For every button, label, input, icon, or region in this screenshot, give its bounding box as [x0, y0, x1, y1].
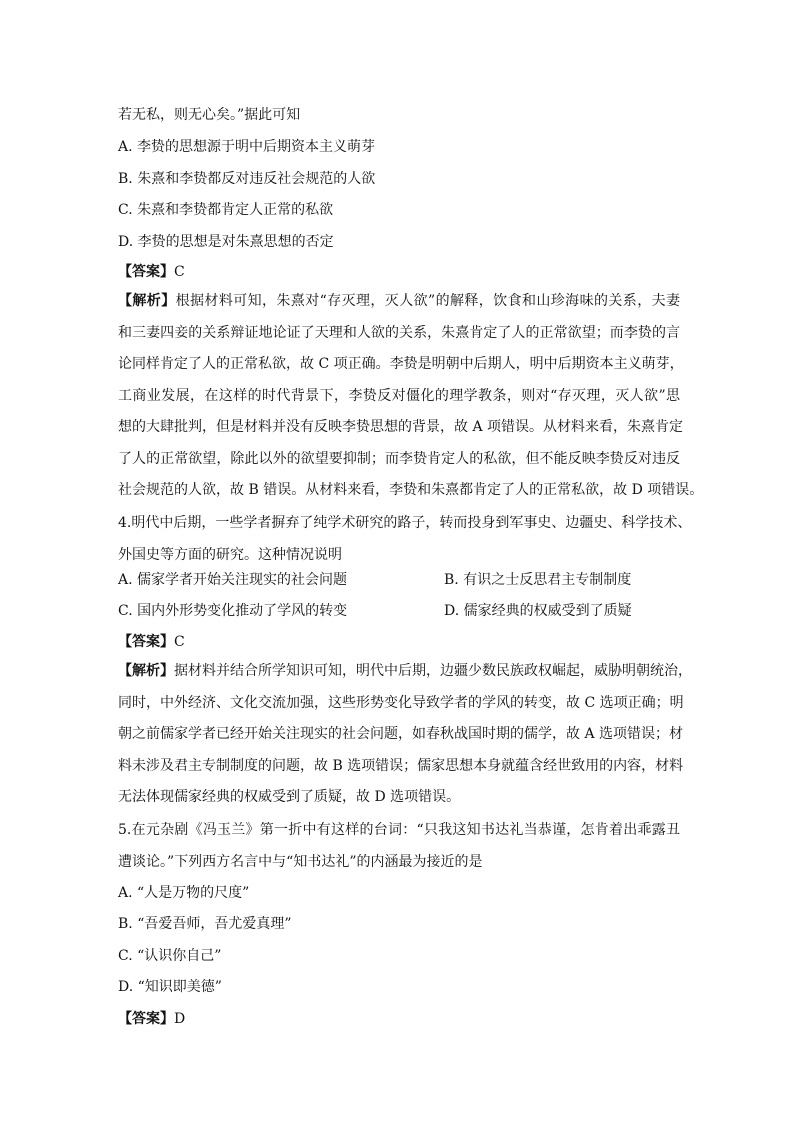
analysis-row: 和三妻四妾的关系辩证地论证了天理和人欲的关系，朱熹肯定了人的正常欲望；而李贽的言 — [118, 324, 680, 341]
q4-option-c: C. 国内外形势变化推动了学风的转变 — [118, 603, 348, 619]
q5-answer — [118, 1010, 678, 1028]
q4-answer — [118, 633, 678, 651]
question-row: 4.明代中后期，一些学者摒弃了纯学术研究的路子，转而投身到军事史、边疆史、科学技术、 — [118, 515, 692, 531]
q4-analysis — [118, 656, 692, 814]
analysis-row: 了人的正常欲望，除此以外的欲望要抑制；而李贽肯定人的私欲，但不能反映李贽反对违反 — [118, 450, 680, 467]
analysis-row: 想的大肆批判，但是材料并没有反映李贽思想的背景，故 A 项错误。从材料来看，朱熹肯定 — [118, 419, 684, 435]
analysis-row: 社会规范的人欲，故 B 错误。从材料来看，李贽和朱熹都肯定了人的正常私欲，故 D 项错误。 — [118, 482, 704, 498]
answer-label: 【答案】 — [118, 1011, 174, 1027]
q3-option-d: D. 李贽的思想是对朱熹思想的否定 — [118, 234, 334, 250]
q4-option-a: A. 儒家学者开始关注现实的社会问题 — [118, 572, 348, 588]
analysis-row: 朝之前儒家学者已经开始关注现实的社会问题，如春秋战国时期的儒学，故 A 选项错误；材 — [118, 726, 684, 742]
q5-option-d: D. “知识即美德” — [118, 979, 222, 995]
answer-label: 【答案】 — [118, 634, 174, 650]
q5-option-c: C. “认识你自己” — [118, 948, 222, 964]
analysis-row: 料未涉及君主专制制度的问题，故 B 选项错误；儒家思想本身就蕴含经世致用的内容，材料 — [118, 757, 684, 774]
q3-analysis — [118, 286, 704, 507]
q4-option-d: D. 儒家经典的权威受到了质疑 — [444, 603, 632, 619]
q3-option-b: B. 朱熹和李贽都反对违反社会规范的人欲 — [118, 171, 376, 187]
q3-option-a: A. 李贽的思想源于明中后期资本主义萌芽 — [118, 139, 376, 155]
q4-stem — [118, 508, 692, 571]
answer-value: C — [174, 634, 185, 650]
analysis-row: 工商业发展，在这样的时代背景下，李贽反对僵化的理学教条，则对“存灭理，灭人欲”思 — [118, 387, 680, 404]
q3-option-c: C. 朱熹和李贽都肯定人正常的私欲 — [118, 202, 334, 218]
analysis-row: 【解析】据材料并结合所学知识可知，明代中后期，边疆少数民族政权崛起，威胁明朝统治， — [118, 663, 692, 679]
q5-option-a: A. “人是万物的尺度” — [118, 885, 250, 901]
analysis-row: 同时，中外经济、文化交流加强，这些形势变化导致学者的学风的转变，故 C 选项正确；明 — [118, 694, 684, 711]
q3-answer — [118, 263, 678, 281]
analysis-row: 论同样肯定了人的正常私欲，故 C 项正确。李贽是明朝中后期人，明中后期资本主义萌芽， — [118, 356, 684, 372]
question-row: 遭谈论。”下列西方名言中与“知书达礼”的内涵最为接近的是 — [118, 853, 483, 870]
analysis-row: 无法体现儒家经典的权威受到了质疑，故 D 选项错误。 — [118, 789, 461, 805]
question-row: 5.在元杂剧《冯玉兰》第一折中有这样的台词：“只我这知书达礼当恭谨，怎肯着出乖露丑 — [118, 822, 680, 838]
q4-option-b: B. 有识之士反思君主专制制度 — [444, 572, 632, 588]
q5-stem — [118, 815, 680, 878]
answer-value: C — [174, 264, 185, 280]
analysis-row: 【解析】根据材料可知，朱熹对“存灭理，灭人欲”的解释，饮食和山珍海味的关系，夫妻 — [118, 293, 681, 309]
question-row: 外国史等方面的研究。这种情况说明 — [118, 546, 342, 563]
q3-stem-continuation: 若无私，则无心矣。”据此可知 — [118, 107, 301, 123]
answer-label: 【答案】 — [118, 264, 174, 280]
analysis-label: 【解析】 — [118, 293, 176, 309]
analysis-label: 【解析】 — [118, 663, 174, 679]
q5-option-b: B. “吾爱吾师，吾尤爱真理” — [118, 916, 292, 932]
answer-value: D — [174, 1011, 186, 1027]
